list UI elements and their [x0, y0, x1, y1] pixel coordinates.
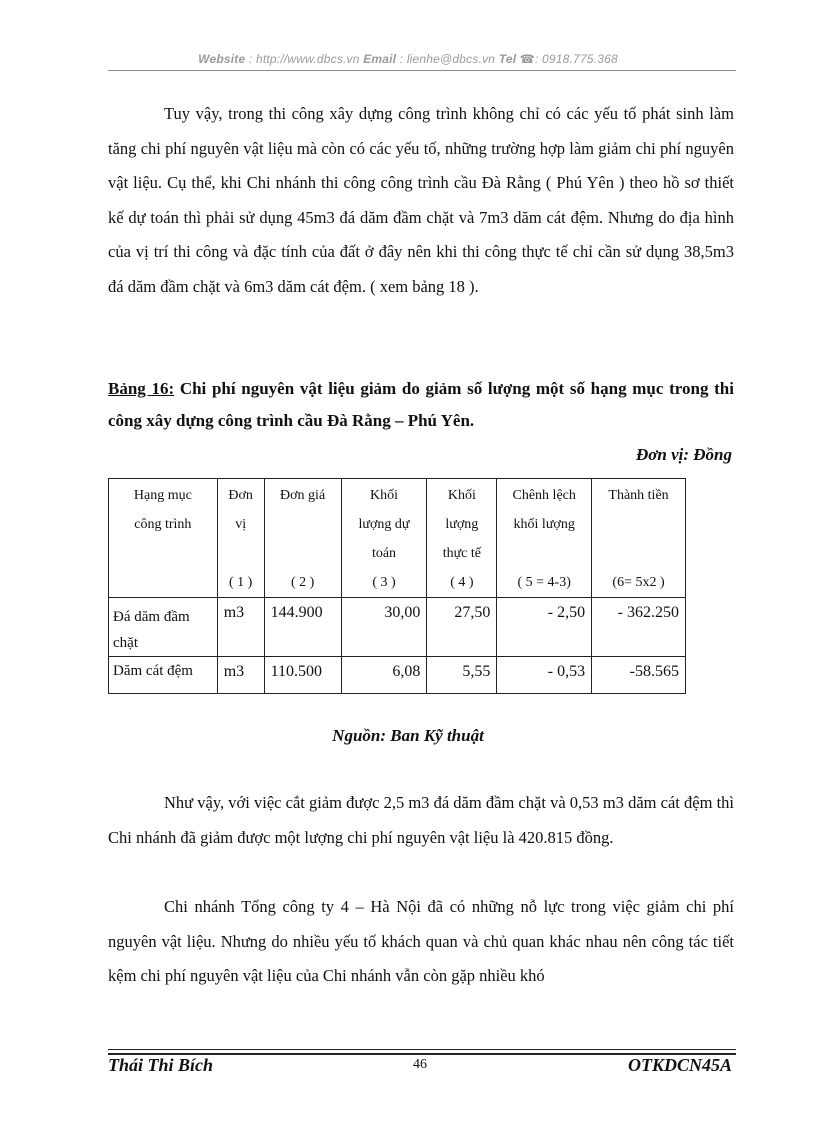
tel-number: : 0918.775.368: [534, 52, 618, 66]
table-row: [109, 657, 686, 694]
footer-author: Thái Thi Bích: [108, 1055, 214, 1075]
header-cell: Khối lượng thực tế ( 4 ): [427, 479, 497, 598]
unit-label: Đơn vị: Đồng: [635, 445, 732, 464]
tel-label: Tel: [498, 52, 517, 66]
cell-price: 110.500: [264, 657, 341, 694]
cell-amount: - 362.250: [592, 598, 686, 657]
footer-code: OTKDCN45A: [627, 1055, 732, 1075]
table-row: [109, 598, 686, 657]
cell-diff: - 0,53: [497, 657, 592, 694]
paragraph-summary: Như vậy, với việc cắt giảm được 2,5 m3 đá dăm đầm chặt và 0,53 m3 dăm cát đệm thì Chi nhánh đã giảm được một lượng chi phí nguyên vật liệu là 420.815 đồng.: [108, 793, 734, 847]
cell-planned: 6,08: [341, 657, 427, 694]
table-header-row: [109, 479, 686, 598]
cell-item: Đá dăm đầm chặt: [109, 598, 218, 657]
cell-diff: - 2,50: [497, 598, 592, 657]
page-header: [0, 52, 816, 66]
table-caption-lead: Bảng 16:: [108, 379, 175, 398]
paragraph-intro: Tuy vậy, trong thi công xây dựng công trình không chỉ có các yếu tố phát sinh làm tăng chi phí nguyên vật liệu mà còn có các yếu tố, những trường hợp làm giảm chi phí nguyên vật liệu. Cụ thể, khi Chi nhánh thi công công trình cầu Đà Rằng ( Phú Yên ) theo hồ sơ thiết kế dự toán thì phải sử dụng 45m3 đá dăm đầm chặt và 7m3 dăm cát đệm. Nhưng do địa hình của vị trí thi công và đặc tính của đất ở đây nên khi thi công thực tế chỉ cần sử dụng 38,5m3 đá dăm đầm chặt và 6m3 dăm cát đệm. ( xem bảng 18 ).: [108, 104, 734, 296]
email-address[interactable]: : lienhe@dbcs.vn: [399, 52, 496, 66]
table-caption: [108, 373, 734, 437]
cell-item: Dăm cát đệm: [109, 657, 218, 694]
cell-price: 144.900: [264, 598, 341, 657]
cell-actual: 27,50: [427, 598, 497, 657]
website-label: Website: [198, 52, 246, 66]
source-note: Nguồn: Ban Kỹ thuật: [332, 726, 484, 745]
header-cell: Khối lượng dự toán ( 3 ): [341, 479, 427, 598]
email-label: Email: [363, 52, 397, 66]
header-cell: Hạng mục công trình: [109, 479, 218, 598]
cell-actual: 5,55: [427, 657, 497, 694]
cell-amount: -58.565: [592, 657, 686, 694]
header-cell: Đơn giá ( 2 ): [264, 479, 341, 598]
cell-unit: m3: [217, 598, 264, 657]
phone-icon: ☎: [519, 52, 535, 66]
page-number: 46: [413, 1057, 427, 1072]
website-url[interactable]: : http://www.dbcs.vn: [248, 52, 360, 66]
footer-divider: [108, 1049, 736, 1050]
header-cell: Đơn vị ( 1 ): [217, 479, 264, 598]
header-cell: Thành tiền (6= 5x2 ): [592, 479, 686, 598]
header-divider: [108, 70, 736, 71]
paragraph-conclusion: Chi nhánh Tổng công ty 4 – Hà Nội đã có những nỗ lực trong việc giảm chi phí nguyên vật liệu. Nhưng do nhiều yếu tố khách quan và chủ quan khác nhau nên công tác tiết kệm chi phí nguyên vật liệu của Chi nhánh vẫn còn gặp nhiều khó: [108, 897, 734, 986]
cost-table: [108, 478, 686, 694]
cell-unit: m3: [217, 657, 264, 694]
table-caption-text: Chi phí nguyên vật liệu giảm do giảm số lượng một số hạng mục trong thi công xây dựng công trình cầu Đà Rằng – Phú Yên.: [108, 379, 734, 430]
cell-planned: 30,00: [341, 598, 427, 657]
header-cell: Chênh lệch khối lượng ( 5 = 4-3): [497, 479, 592, 598]
